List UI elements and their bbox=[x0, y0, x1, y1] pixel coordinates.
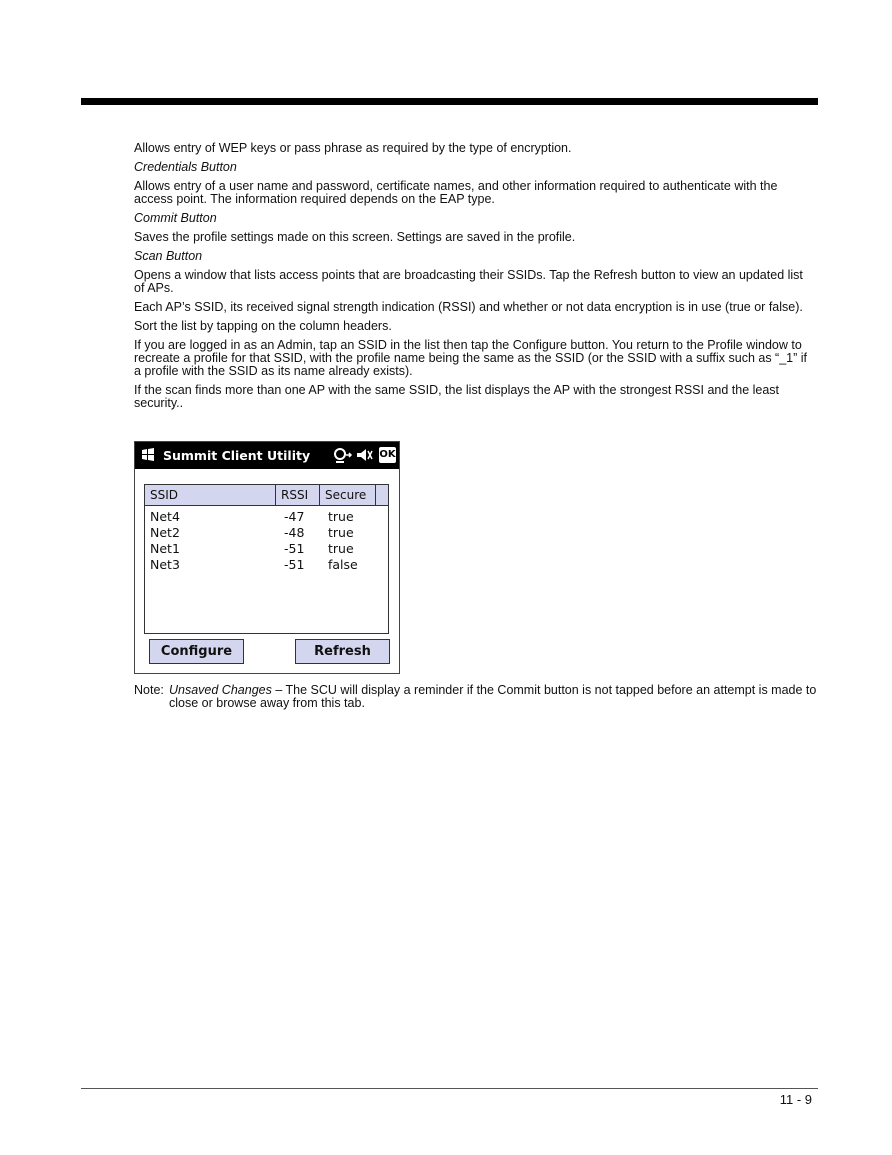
ok-button[interactable]: OK bbox=[379, 447, 396, 463]
secure-cell: true bbox=[328, 525, 354, 540]
paragraph: Opens a window that lists access points that are broadcasting their SSIDs. Tap the Refresh button to view an updated list of APs. bbox=[134, 268, 803, 295]
scan-window-screenshot bbox=[134, 441, 400, 674]
paragraph: Each AP’s SSID, its received signal strength indication (RSSI) and whether or not data encryption is in use (true or false). bbox=[134, 300, 803, 314]
title-bar bbox=[135, 442, 399, 469]
ap-list[interactable] bbox=[144, 484, 389, 634]
secure-cell: true bbox=[328, 509, 354, 524]
section-heading: Credentials Button bbox=[134, 160, 237, 174]
column-header-ssid[interactable]: SSID bbox=[145, 485, 276, 506]
secure-cell: true bbox=[328, 541, 354, 556]
paragraph: Saves the profile settings made on this screen. Settings are saved in the profile. bbox=[134, 230, 576, 244]
column-header-secure[interactable]: Secure bbox=[320, 485, 376, 506]
rssi-cell: -51 bbox=[284, 557, 305, 572]
rssi-cell: -51 bbox=[284, 541, 305, 556]
ssid-cell: Net1 bbox=[150, 541, 180, 556]
configure-button[interactable]: Configure bbox=[149, 639, 244, 664]
note-label: Note: bbox=[134, 683, 164, 697]
paragraph: Sort the list by tapping on the column headers. bbox=[134, 319, 392, 333]
ssid-cell: Net2 bbox=[150, 525, 180, 540]
list-item[interactable] bbox=[145, 541, 388, 557]
column-header-rssi[interactable]: RSSI bbox=[276, 485, 320, 506]
refresh-button[interactable]: Refresh bbox=[295, 639, 390, 664]
list-item[interactable] bbox=[145, 525, 388, 541]
paragraph: Allows entry of a user name and password, certificate names, and other information required to authenticate with the access point. The information required depends on the EAP type. bbox=[134, 179, 778, 206]
page-number: 11 - 9 bbox=[779, 1092, 812, 1107]
windows-logo-icon bbox=[141, 448, 155, 462]
paragraph: Allows entry of WEP keys or pass phrase as required by the type of encryption. bbox=[134, 141, 572, 155]
header-rule bbox=[81, 98, 818, 105]
note-emphasis: Unsaved Changes bbox=[169, 683, 272, 697]
ssid-cell: Net4 bbox=[150, 509, 180, 524]
ssid-cell: Net3 bbox=[150, 557, 180, 572]
secure-cell: false bbox=[328, 557, 358, 572]
paragraph: If you are logged in as an Admin, tap an SSID in the list then tap the Configure button. You return to the Profile window to recreate a profile for that SSID, with the profile name being the same as the SSID (or the SSID with a suffix such as “_1” if a profile with the SSID as its name already exists). bbox=[134, 338, 808, 378]
rssi-cell: -48 bbox=[284, 525, 305, 540]
column-header-filler bbox=[376, 485, 388, 506]
page-body bbox=[134, 142, 814, 416]
connectivity-icon[interactable] bbox=[333, 447, 353, 465]
list-item[interactable] bbox=[145, 509, 388, 525]
note-body bbox=[169, 684, 819, 710]
section-heading: Scan Button bbox=[134, 249, 203, 263]
note-text: – The SCU will display a reminder if the Commit button is not tapped before an attempt is made to close or browse away from this tab. bbox=[169, 683, 817, 710]
section-heading: Commit Button bbox=[134, 211, 217, 225]
rssi-cell: -47 bbox=[284, 509, 305, 524]
paragraph: If the scan finds more than one AP with the same SSID, the list displays the AP with the strongest RSSI and the least security.. bbox=[134, 383, 780, 410]
list-item[interactable] bbox=[145, 557, 388, 573]
footer-rule bbox=[81, 1088, 818, 1089]
volume-muted-icon[interactable] bbox=[355, 446, 373, 464]
window-title: Summit Client Utility bbox=[163, 448, 311, 463]
